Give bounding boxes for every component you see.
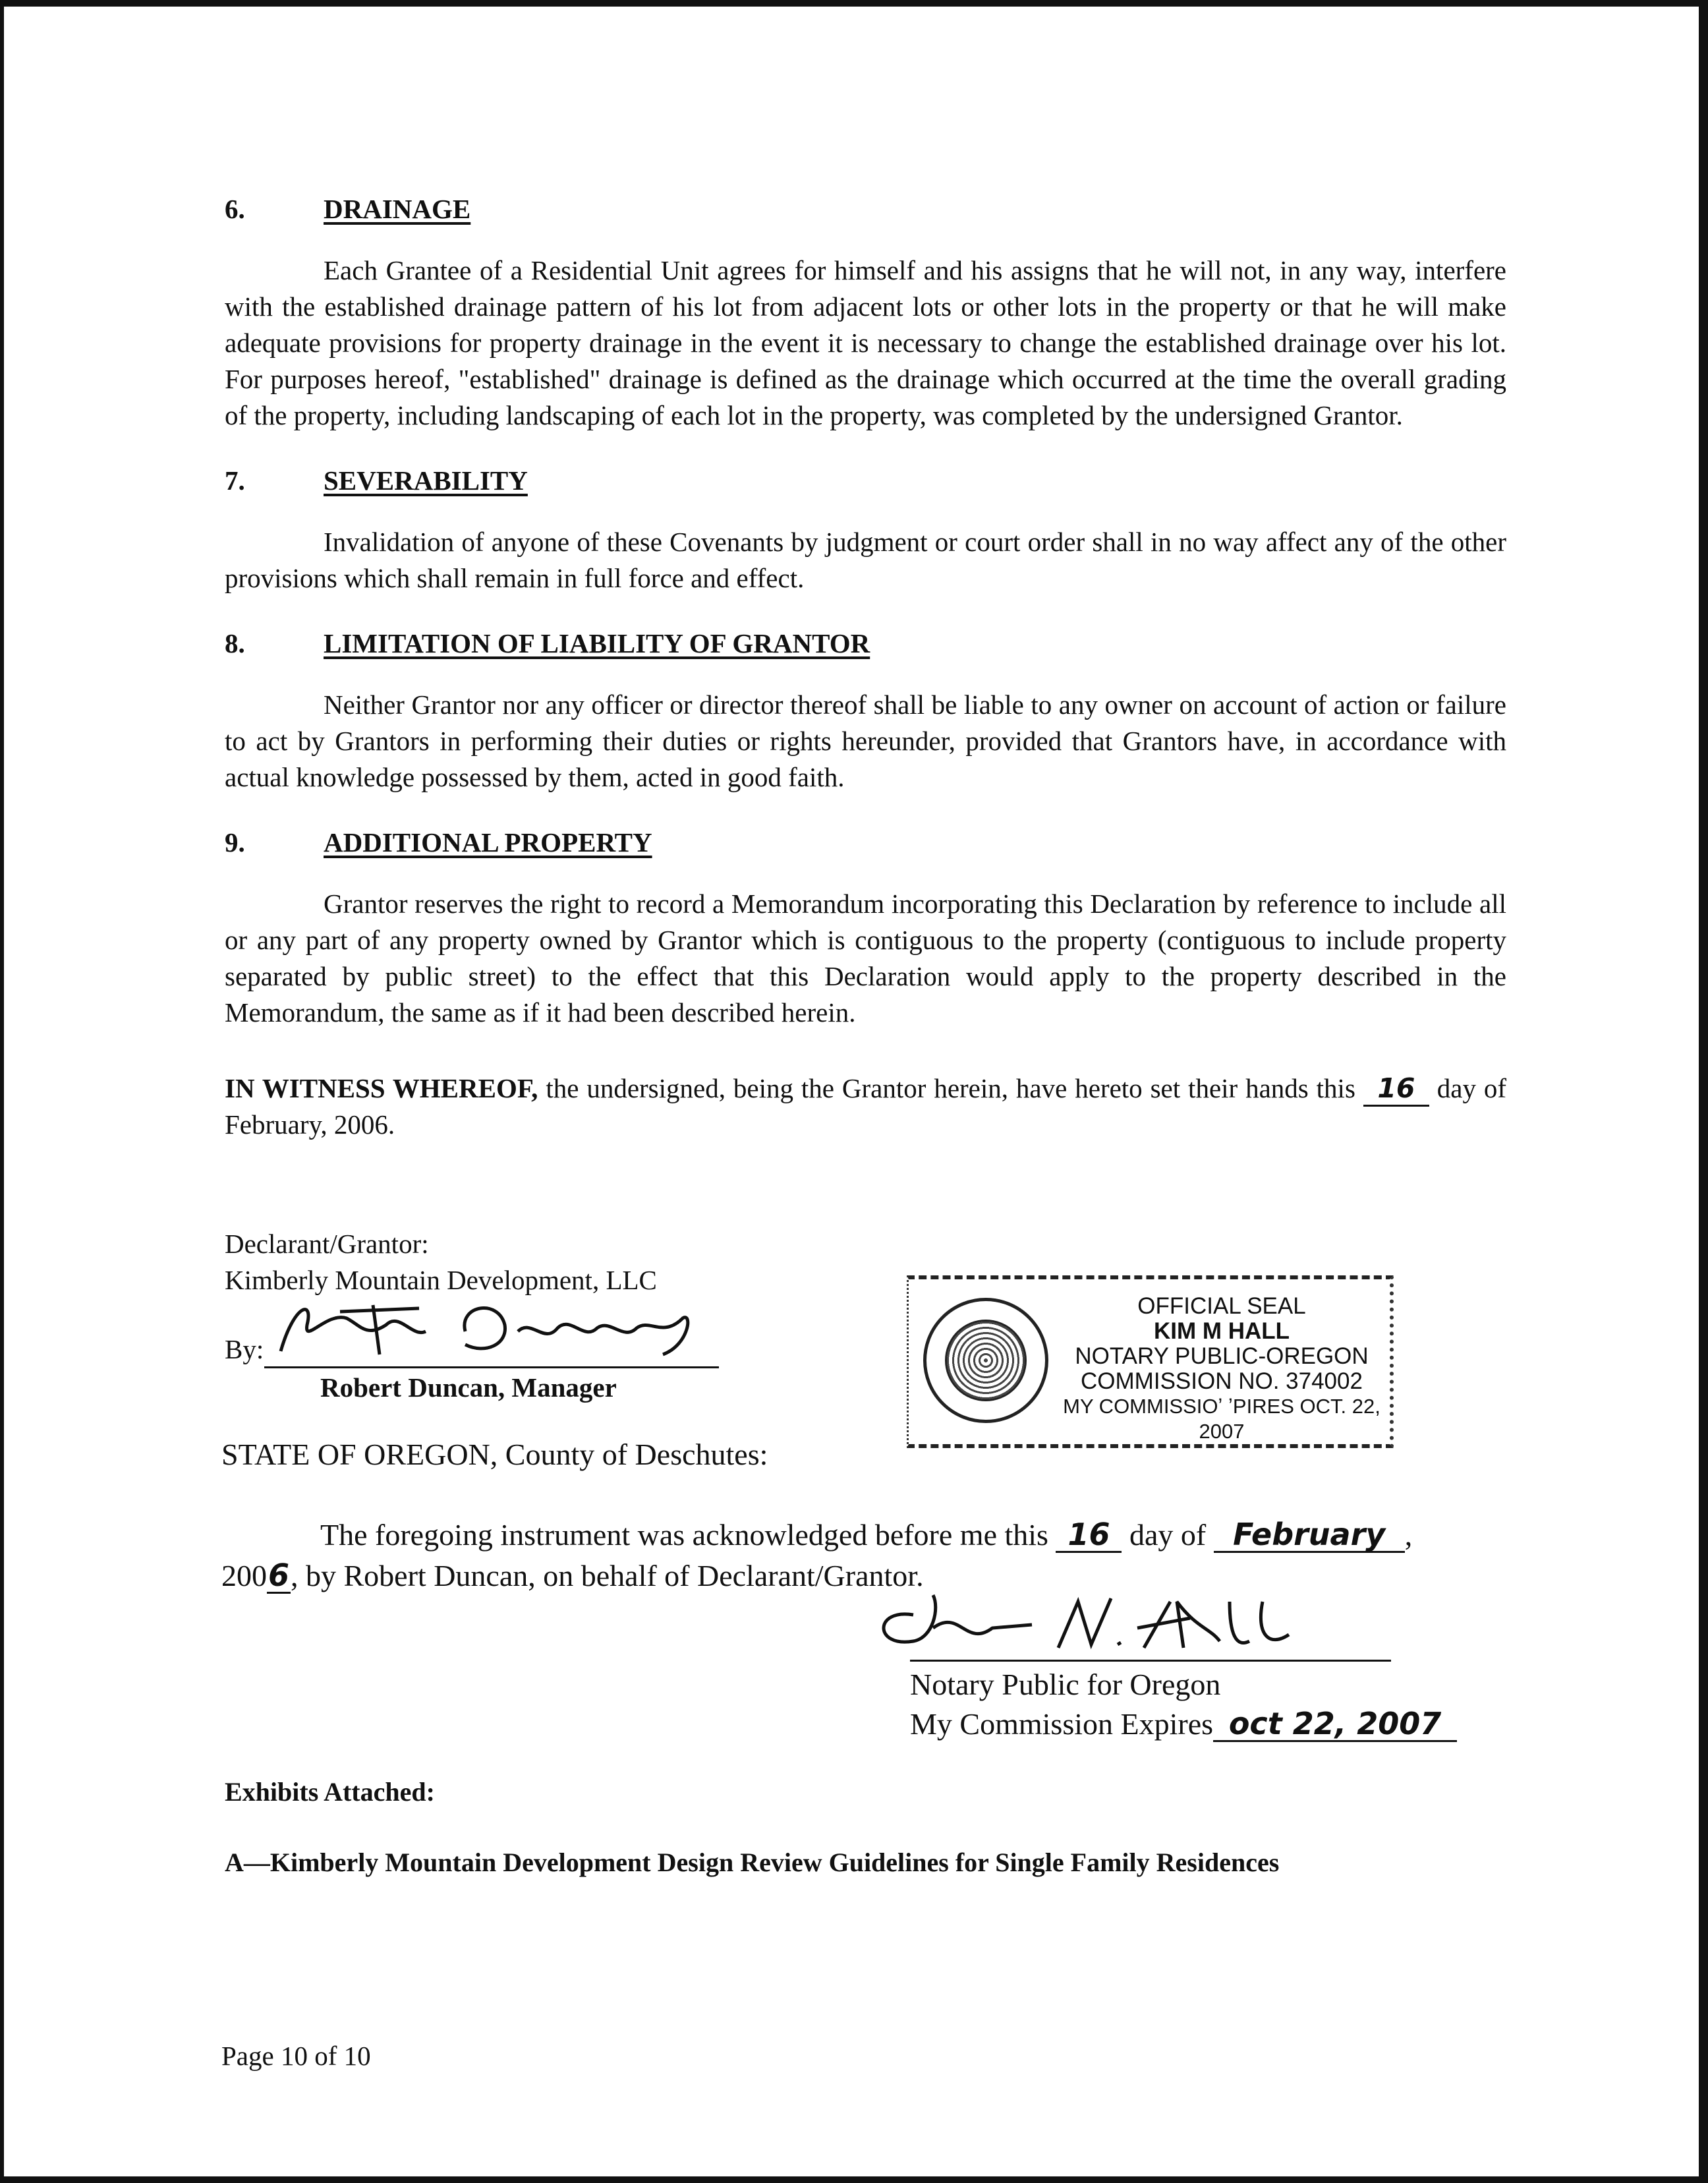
ack-day-handwritten: 16 xyxy=(1056,1518,1122,1553)
expires-label: My Commission Expires xyxy=(910,1707,1214,1741)
section-additional-property xyxy=(225,825,1506,1031)
section-heading xyxy=(225,825,1506,861)
witness-clause xyxy=(225,1070,1506,1143)
section-drainage xyxy=(225,191,1506,434)
oregon-state-seal-icon xyxy=(923,1298,1048,1423)
declarant-company: Kimberly Mountain Development, LLC xyxy=(225,1265,657,1295)
notary-expiration xyxy=(910,1704,1457,1744)
section-heading xyxy=(225,191,1506,227)
ack-month-handwritten: February xyxy=(1214,1518,1405,1553)
witness-tail: day of February, 2006. xyxy=(225,1073,1507,1140)
stamp-line-expires: MY COMMISSIOʼ ʼPIRES OCT. 22, 2007 xyxy=(1063,1395,1381,1443)
section-number: 6. xyxy=(225,194,245,224)
section-paragraph: Grantor reserves the right to record a Memorandum incorporating this Declaration by reference to include all or any part of any property owned by Grantor which is contiguous to the property (contiguous to include property separated by public street) to the effect that this Declaration would apply to the property described in the Memorandum, the same as if it had been described herein. xyxy=(225,888,1506,1028)
section-paragraph: Invalidation of anyone of these Covenants by judgment or court order shall in no way affect any of the other provisions which shall remain in full force and effect. xyxy=(225,527,1506,593)
section-heading xyxy=(225,626,1506,662)
section-title: SEVERABILITY xyxy=(324,465,528,496)
ack-year-handwritten: 6 xyxy=(268,1557,289,1593)
seal-emblem-icon xyxy=(945,1320,1027,1401)
notary-title: Notary Public for Oregon xyxy=(910,1668,1221,1701)
section-title: LIMITATION OF LIABILITY OF GRANTOR xyxy=(324,628,870,658)
section-number: 9. xyxy=(225,827,245,858)
witness-lead: IN WITNESS WHEREOF, xyxy=(225,1073,538,1103)
section-title: DRAINAGE xyxy=(324,194,471,224)
ack-text-2: day of xyxy=(1129,1518,1207,1552)
stamp-line-notary: NOTARY PUBLIC-OREGON xyxy=(1075,1343,1369,1369)
declarant-label: Declarant/Grantor: xyxy=(225,1229,429,1259)
notary-seal-stamp xyxy=(907,1275,1394,1448)
acknowledgment-paragraph xyxy=(221,1515,1506,1596)
acknowledgment-line1: The foregoing instrument was acknowledged before me this 16 day of February , xyxy=(320,1517,1413,1552)
ack-text-1: The foregoing instrument was acknowledged before me this xyxy=(320,1518,1048,1552)
section-number: 7. xyxy=(225,465,245,496)
ack-text-3: , by Robert Duncan, on behalf of Declarant/Grantor. xyxy=(291,1559,924,1592)
by-label: By: xyxy=(225,1334,264,1364)
section-limitation-of-liability xyxy=(225,626,1506,796)
witness-text: the undersigned, being the Grantor herein, have hereto set their hands this xyxy=(546,1073,1355,1103)
document-body xyxy=(225,191,1506,1143)
page-number: Page 10 of 10 xyxy=(221,2041,371,2071)
section-paragraph: Neither Grantor nor any officer or director thereof shall be liable to any owner on account of action or failure to act by Grantors in performing their duties or rights hereunder, provided that Grantors have, in accordance with actual knowledge possessed by them, acted in good faith. xyxy=(225,689,1506,792)
stamp-line-name: KIM M HALL xyxy=(1153,1318,1290,1344)
witness-day-handwritten: 16 xyxy=(1363,1072,1429,1107)
section-heading xyxy=(225,463,1506,499)
section-number: 8. xyxy=(225,628,245,658)
venue-line: STATE OF OREGON, County of Deschutes: xyxy=(221,1438,768,1471)
notary-signature xyxy=(861,1588,1322,1668)
section-paragraph: Each Grantee of a Residential Unit agrees for himself and his assigns that he will not, in any way, interfere with the established drainage pattern of his lot from adjacent lots or other lots in the property or that he will make adequate provisions for property drainage in the event it is necessary to change the established drainage over his lot. For purposes hereof, "established" drainage is defined as the drainage which occurred at the time the overall grading of the property, including landscaping of each lot in the property, was completed by the undersigned Grantor. xyxy=(225,255,1506,430)
stamp-text xyxy=(1060,1294,1383,1444)
ack-year-prefix: 200 xyxy=(221,1559,267,1592)
section-severability xyxy=(225,463,1506,597)
stamp-line-official-seal: OFFICIAL SEAL xyxy=(1137,1293,1306,1319)
exhibits-heading: Exhibits Attached: xyxy=(225,1777,435,1807)
exhibit-a: A—Kimberly Mountain Development Design Review Guidelines for Single Family Residences xyxy=(225,1848,1280,1877)
stamp-line-commission: COMMISSION NO. 374002 xyxy=(1081,1368,1363,1394)
section-title: ADDITIONAL PROPERTY xyxy=(324,827,652,858)
grantor-signature xyxy=(268,1292,702,1364)
grantor-name-title: Robert Duncan, Manager xyxy=(320,1372,617,1403)
expires-date-handwritten: oct 22, 2007 xyxy=(1213,1707,1457,1742)
